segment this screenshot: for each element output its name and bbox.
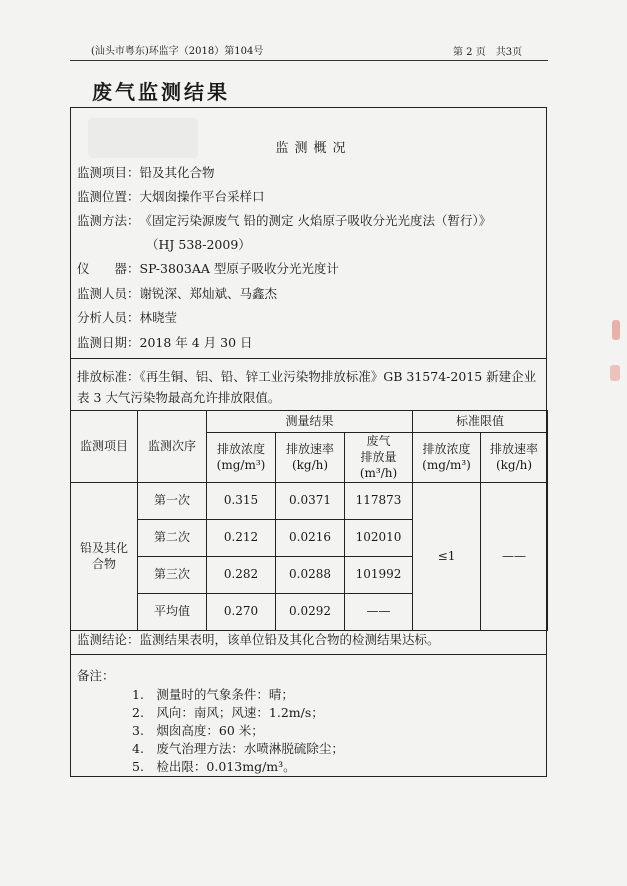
limit-rate: —— [481,482,548,630]
header-gas-volume: 废气 排放量 (m³/h) [345,433,413,483]
list-item: 3. 烟囱高度：60 米； [132,723,264,738]
list-item: 5. 检出限：0.013mg/m³。 [132,759,296,774]
cell-rate: 0.0288 [276,556,345,593]
cell-seq: 第一次 [138,482,207,519]
table-row [71,482,548,519]
results-table [70,410,548,631]
header-concentration: 排放浓度 (mg/m³) [207,433,276,483]
cell-rate: 0.0292 [276,593,345,630]
overview-row-item: 监测项目：铅及其化合物 [77,165,215,180]
seal-edge-mark [612,320,620,340]
overview-row-method-std: （HJ 538-2009） [146,237,251,252]
header-item: 监测项目 [71,411,138,483]
cell-conc: 0.270 [207,593,276,630]
list-item: 1. 测量时的气象条件：晴； [132,687,294,702]
pollutant-name: 铅及其化 合物 [71,482,138,630]
header-sequence: 监测次序 [138,411,207,483]
header-limits: 标准限值 [413,411,548,433]
notes-label: 备注： [77,668,115,683]
overview-row-instrument: 仪 器：SP-3803AA 型原子吸收分光光度计 [77,261,339,276]
overview-row-date: 监测日期：2018 年 4 月 30 日 [77,335,253,350]
list-item: 2. 风向：南风；风速：1.2m/s； [132,705,324,720]
section-title: 废气监测结果 [92,80,230,104]
cell-conc: 0.315 [207,482,276,519]
cell-rate: 0.0216 [276,519,345,556]
header-limit-rate: 排放速率 (kg/h) [481,433,548,483]
seal-edge-mark-2 [610,365,620,381]
cell-rate: 0.0371 [276,482,345,519]
cell-conc: 0.282 [207,556,276,593]
header-rule [70,60,548,61]
cell-seq: 平均值 [138,593,207,630]
cell-gas: 117873 [345,482,413,519]
overview-row-analyst: 分析人员：林晓莹 [77,310,178,325]
header-limit-concentration: 排放浓度 (mg/m³) [413,433,481,483]
cell-seq: 第二次 [138,519,207,556]
conclusion: 监测结论：监测结果表明，该单位铅及其化合物的检测结果达标。 [77,632,440,647]
cell-gas: —— [345,593,413,630]
document-number: (汕头市粤东)环监字（2018）第104号 [91,46,264,57]
overview-row-method: 监测方法：《固定污染源废气 铅的测定 火焰原子吸收分光光度法（暂行）》 [77,213,492,228]
header-results: 测量结果 [207,411,413,433]
divider [70,654,547,655]
overview-title: 监测概况 [275,141,352,156]
cell-gas: 101992 [345,556,413,593]
page-indicator: 第 2 页 共3页 [453,47,523,58]
header-rate: 排放速率 (kg/h) [276,433,345,483]
overview-row-location: 监测位置：大烟囱操作平台采样口 [77,189,265,204]
cell-seq: 第三次 [138,556,207,593]
emission-standard-line1: 排放标准：《再生铜、铝、铅、锌工业污染物排放标准》GB 31574-2015 新建企业 [77,369,537,384]
notes-list [132,686,344,776]
divider [70,358,547,359]
list-item: 4. 废气治理方法：水喷淋脱硫除尘； [132,741,344,756]
cell-gas: 102010 [345,519,413,556]
emission-standard-line2: 表 3 大气污染物最高允许排放限值。 [77,390,281,405]
overview-row-monitors: 监测人员：谢锐深、郑灿斌、马鑫杰 [77,286,278,301]
limit-concentration: ≤1 [413,482,481,630]
cell-conc: 0.212 [207,519,276,556]
